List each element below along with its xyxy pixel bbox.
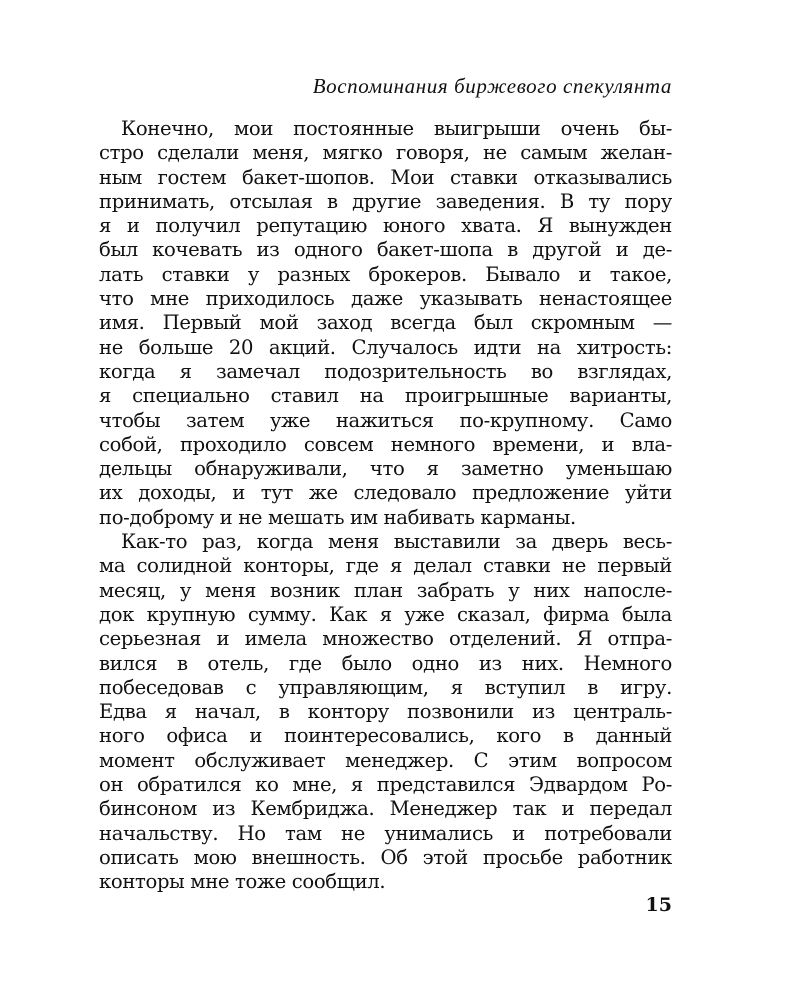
text-line: что мне приходилось даже указывать ненастоящее (99, 287, 672, 311)
text-line: вился в отель, где было одно из них. Немного (99, 651, 672, 675)
text-line: по-доброму и не мешать им набивать карманы. (99, 505, 576, 529)
text-line: собой, проходило совсем немного времени, и вла- (99, 432, 672, 456)
text-line: док крупную сумму. Как я уже сказал, фирма была (99, 602, 672, 626)
text-line: принимать, отсылая в другие заведения. В ту пору (99, 189, 672, 213)
text-line: имя. Первый мой заход всегда был скромным — (99, 311, 672, 335)
text-line: Конечно, мои постоянные выигрыши очень бы- (121, 117, 672, 140)
text-line: я специально ставил на проигрышные варианты, (99, 384, 672, 408)
text-line: ного офиса и поинтересовались, кого в данный (99, 724, 672, 748)
text-line: серьезная и имела множество отделений. Я отпра- (99, 627, 672, 651)
text-line: ным гостем бакет-шопов. Мои ставки отказывались (99, 165, 672, 189)
text-line: стро сделали меня, мягко говоря, не самым желан- (99, 141, 672, 165)
text-line: дельцы обнаруживали, что я заметно уменьшаю (99, 457, 672, 481)
text-line: бинсоном из Кембриджа. Менеджер так и передал (99, 797, 672, 821)
text-line: побеседовав с управляющим, я вступил в игру. (99, 675, 672, 699)
page-number: 15 (645, 894, 672, 916)
text-line: лать ставки у разных брокеров. Бывало и такое, (99, 262, 672, 286)
text-line: не больше 20 акций. Случалось идти на хитрость: (99, 335, 672, 359)
text-line: конторы мне тоже сообщил. (99, 870, 386, 894)
text-line: я и получил репутацию юного хвата. Я вынужден (99, 214, 672, 238)
text-line: ма солидной конторы, где я делал ставки не первый (99, 554, 672, 578)
text-line: он обратился ко мне, я представился Эдвардом Ро- (99, 773, 672, 797)
body-text (99, 117, 672, 895)
text-line: месяц, у меня возник план забрать у них напосле- (99, 578, 672, 602)
text-line: их доходы, и тут же следовало предложение уйти (99, 481, 672, 505)
text-line: Как-то раз, когда меня выставили за дверь весь- (121, 530, 672, 554)
text-line: описать мою внешность. Об этой просьбе работник (99, 845, 672, 869)
text-line: момент обслуживает менеджер. С этим вопросом (99, 748, 672, 772)
running-header-title: Воспоминания биржевого спекулянта (312, 74, 672, 98)
text-line: когда я замечал подозрительность во взглядах, (99, 359, 672, 383)
text-line: начальству. Но там не унимались и потребовали (99, 821, 672, 845)
text-line: Едва я начал, в контору позвонили из централь- (99, 700, 672, 724)
text-line: был кочевать из одного бакет-шопа в другой и де- (99, 238, 672, 262)
text-line: чтобы затем уже нажиться по-крупному. Само (99, 408, 672, 432)
